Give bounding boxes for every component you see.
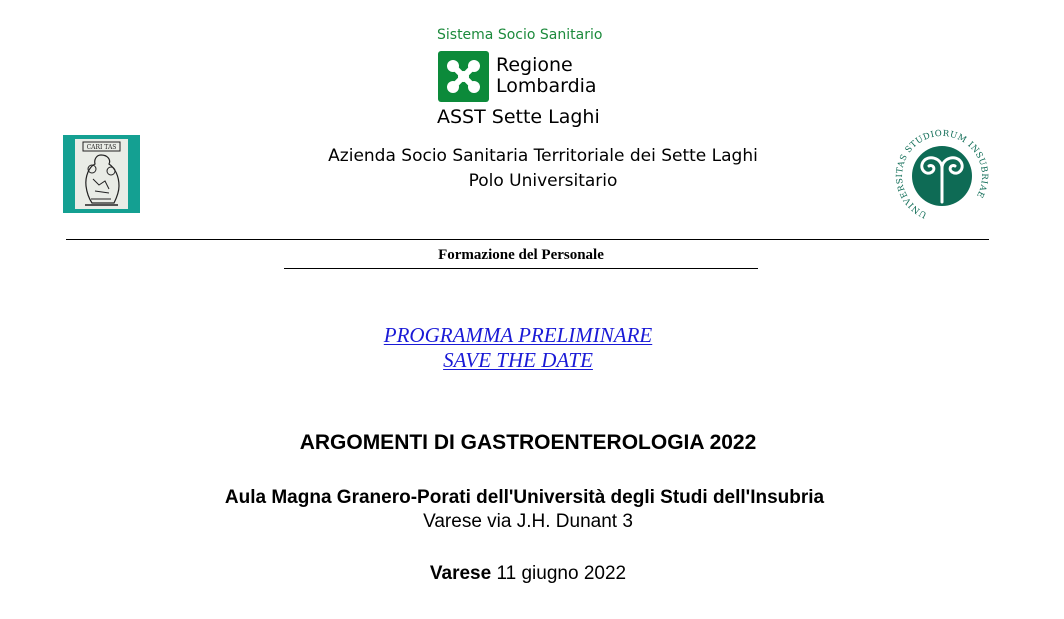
section-title-rule bbox=[284, 268, 758, 269]
insubria-seal-text: UNIVERSITAS STUDIORUM INSUBRIAE bbox=[894, 128, 990, 220]
polo-name: Polo Universitario bbox=[468, 171, 618, 191]
regione-lombardia-logo-icon bbox=[438, 51, 489, 102]
header-divider-rule bbox=[66, 239, 989, 240]
venue-address: Varese via J.H. Dunant 3 bbox=[423, 511, 633, 532]
section-title: Formazione del Personale bbox=[438, 247, 604, 263]
asst-name: ASST Sette Laghi bbox=[437, 106, 600, 128]
save-the-date-link-row bbox=[0, 348, 1036, 373]
event-date-line bbox=[0, 562, 1056, 586]
azienda-name: Azienda Socio Sanitaria Territoriale dei Sette Laghi bbox=[328, 146, 758, 166]
event-date: 11 giugno 2022 bbox=[496, 563, 627, 584]
region-name-line1: Regione bbox=[496, 54, 573, 76]
save-the-date-link[interactable]: SAVE THE DATE bbox=[443, 348, 593, 372]
event-city: Varese bbox=[429, 563, 492, 584]
programma-preliminare-link-row bbox=[0, 323, 1036, 348]
venue-name: Aula Magna Granero-Porati dell'Università degli Studi dell'Insubria bbox=[224, 487, 825, 508]
region-name-line2: Lombardia bbox=[496, 75, 597, 97]
event-title: ARGOMENTI DI GASTROENTEROLOGIA 2022 bbox=[299, 431, 757, 454]
system-name: Sistema Socio Sanitario bbox=[437, 27, 603, 43]
programma-preliminare-link[interactable]: PROGRAMMA PRELIMINARE bbox=[383, 323, 653, 347]
university-insubria-seal-icon bbox=[894, 128, 990, 224]
caritas-seal-text: CARI TAS bbox=[86, 144, 117, 151]
caritas-seal-icon bbox=[63, 135, 140, 213]
